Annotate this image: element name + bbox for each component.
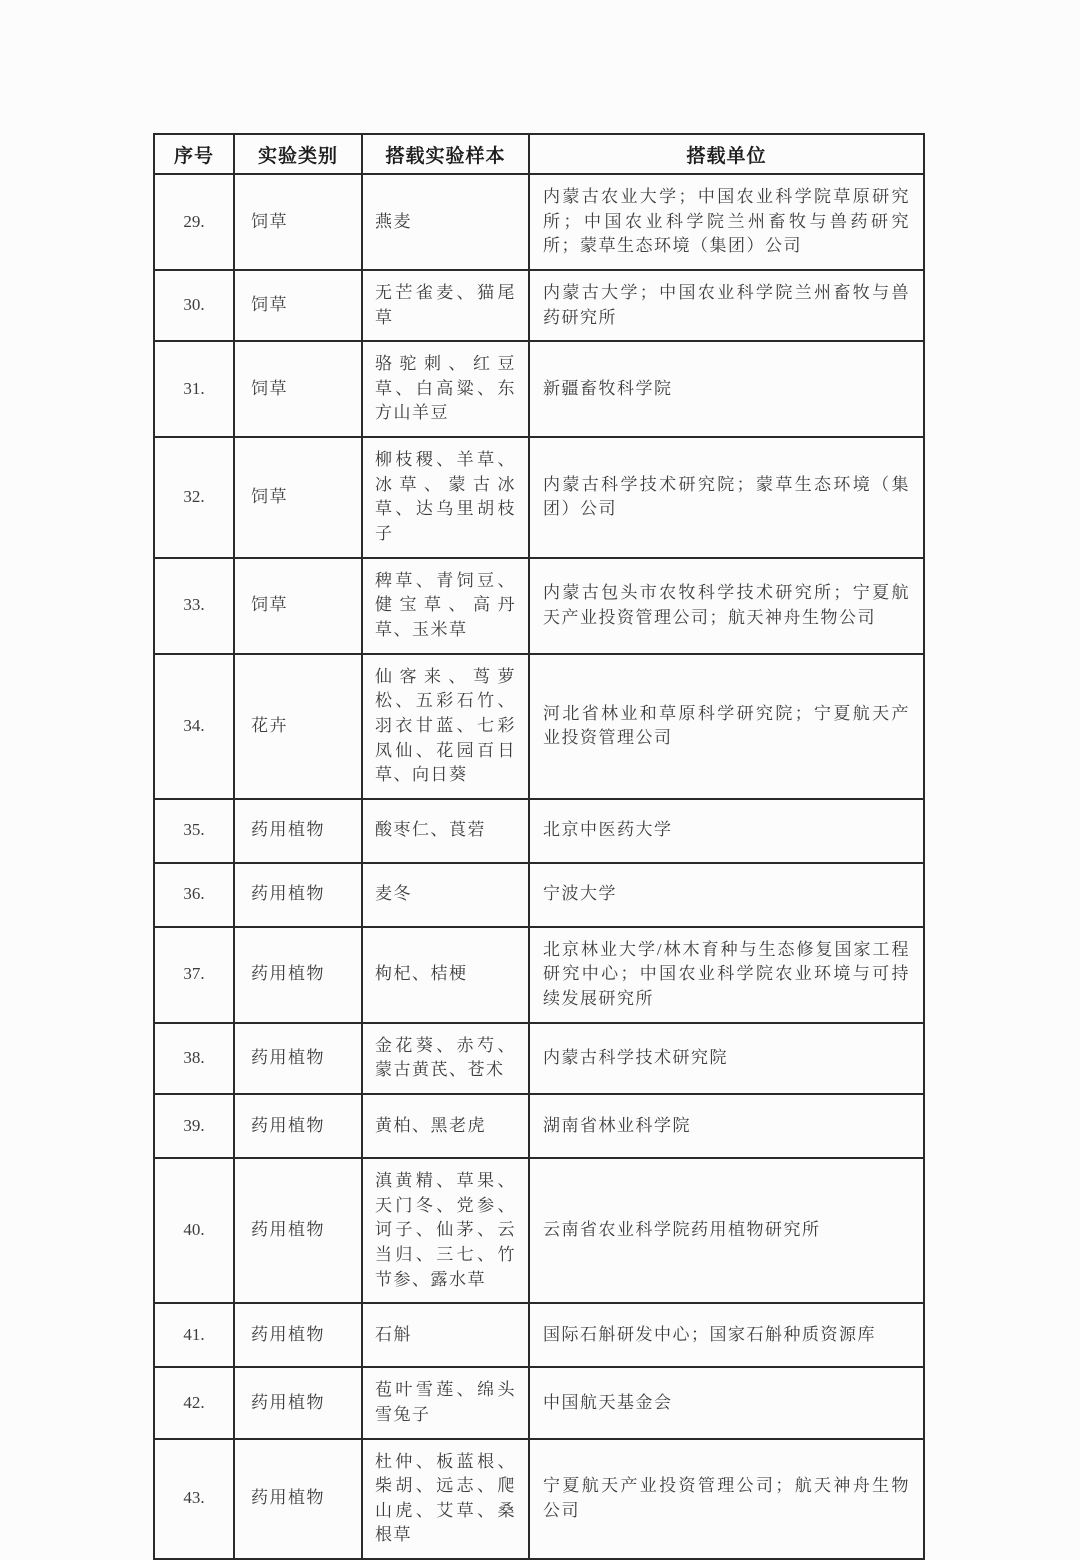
category-cell: 饲草 [234,437,362,558]
payload-table [153,133,925,1560]
header-category: 实验类别 [234,134,362,174]
units-cell: 中国航天基金会 [529,1367,924,1438]
category-cell: 药用植物 [234,863,362,927]
units-cell: 内蒙古科学技术研究院；蒙草生态环境（集团）公司 [529,437,924,558]
category-cell: 药用植物 [234,1023,362,1094]
units-cell: 内蒙古大学；中国农业科学院兰州畜牧与兽药研究所 [529,270,924,341]
table-row [154,654,924,799]
category-cell: 药用植物 [234,1439,362,1560]
seq-cell: 32. [154,437,234,558]
seq-cell: 33. [154,558,234,654]
seq-cell: 41. [154,1303,234,1367]
category-cell: 药用植物 [234,927,362,1023]
seq-cell: 37. [154,927,234,1023]
samples-cell: 石斛 [362,1303,529,1367]
header-samples: 搭载实验样本 [362,134,529,174]
table-row [154,174,924,270]
seq-cell: 35. [154,799,234,863]
table-row [154,1023,924,1094]
seq-cell: 43. [154,1439,234,1560]
category-cell: 药用植物 [234,1303,362,1367]
units-cell: 北京林业大学/林木育种与生态修复国家工程研究中心；中国农业科学院农业环境与可持续发展研究所 [529,927,924,1023]
table-body [154,174,924,1559]
samples-cell: 燕麦 [362,174,529,270]
category-cell: 饲草 [234,341,362,437]
table-row [154,341,924,437]
category-cell: 药用植物 [234,1367,362,1438]
units-cell: 宁波大学 [529,863,924,927]
units-cell: 内蒙古包头市农牧科学技术研究所；宁夏航天产业投资管理公司；航天神舟生物公司 [529,558,924,654]
table-row [154,1367,924,1438]
samples-cell: 仙客来、茑萝松、五彩石竹、羽衣甘蓝、七彩凤仙、花园百日草、向日葵 [362,654,529,799]
seq-cell: 31. [154,341,234,437]
units-cell: 河北省林业和草原科学研究院；宁夏航天产业投资管理公司 [529,654,924,799]
seq-cell: 36. [154,863,234,927]
category-cell: 药用植物 [234,799,362,863]
seq-cell: 38. [154,1023,234,1094]
units-cell: 湖南省林业科学院 [529,1094,924,1158]
table-row [154,1439,924,1560]
units-cell: 内蒙古农业大学；中国农业科学院草原研究所；中国农业科学院兰州畜牧与兽药研究所；蒙草生态环境（集团）公司 [529,174,924,270]
category-cell: 饲草 [234,174,362,270]
seq-cell: 42. [154,1367,234,1438]
samples-cell: 杜仲、板蓝根、柴胡、远志、爬山虎、艾草、桑根草 [362,1439,529,1560]
category-cell: 饲草 [234,270,362,341]
category-cell: 花卉 [234,654,362,799]
seq-cell: 34. [154,654,234,799]
table-row [154,270,924,341]
units-cell: 北京中医药大学 [529,799,924,863]
samples-cell: 滇黄精、草果、天门冬、党参、诃子、仙茅、云当归、三七、竹节参、露水草 [362,1158,529,1303]
samples-cell: 无芒雀麦、猫尾草 [362,270,529,341]
samples-cell: 稗草、青饲豆、健宝草、高丹草、玉米草 [362,558,529,654]
header-units: 搭载单位 [529,134,924,174]
seq-cell: 39. [154,1094,234,1158]
units-cell: 新疆畜牧科学院 [529,341,924,437]
samples-cell: 黄柏、黑老虎 [362,1094,529,1158]
samples-cell: 枸杞、桔梗 [362,927,529,1023]
units-cell: 国际石斛研发中心；国家石斛种质资源库 [529,1303,924,1367]
seq-cell: 30. [154,270,234,341]
table-header-row [154,134,924,174]
category-cell: 药用植物 [234,1158,362,1303]
samples-cell: 金花葵、赤芍、蒙古黄芪、苍术 [362,1023,529,1094]
seq-cell: 29. [154,174,234,270]
samples-cell: 酸枣仁、莨菪 [362,799,529,863]
seq-cell: 40. [154,1158,234,1303]
table-row [154,1094,924,1158]
category-cell: 药用植物 [234,1094,362,1158]
table-row [154,863,924,927]
table-row [154,437,924,558]
category-cell: 饲草 [234,558,362,654]
units-cell: 宁夏航天产业投资管理公司；航天神舟生物公司 [529,1439,924,1560]
samples-cell: 柳枝稷、羊草、冰草、蒙古冰草、达乌里胡枝子 [362,437,529,558]
table-row [154,1158,924,1303]
table-row [154,558,924,654]
table-row [154,1303,924,1367]
table-row [154,927,924,1023]
table-row [154,799,924,863]
units-cell: 内蒙古科学技术研究院 [529,1023,924,1094]
samples-cell: 骆驼刺、红豆草、白高粱、东方山羊豆 [362,341,529,437]
header-seq: 序号 [154,134,234,174]
samples-cell: 苞叶雪莲、绵头雪兔子 [362,1367,529,1438]
units-cell: 云南省农业科学院药用植物研究所 [529,1158,924,1303]
samples-cell: 麦冬 [362,863,529,927]
